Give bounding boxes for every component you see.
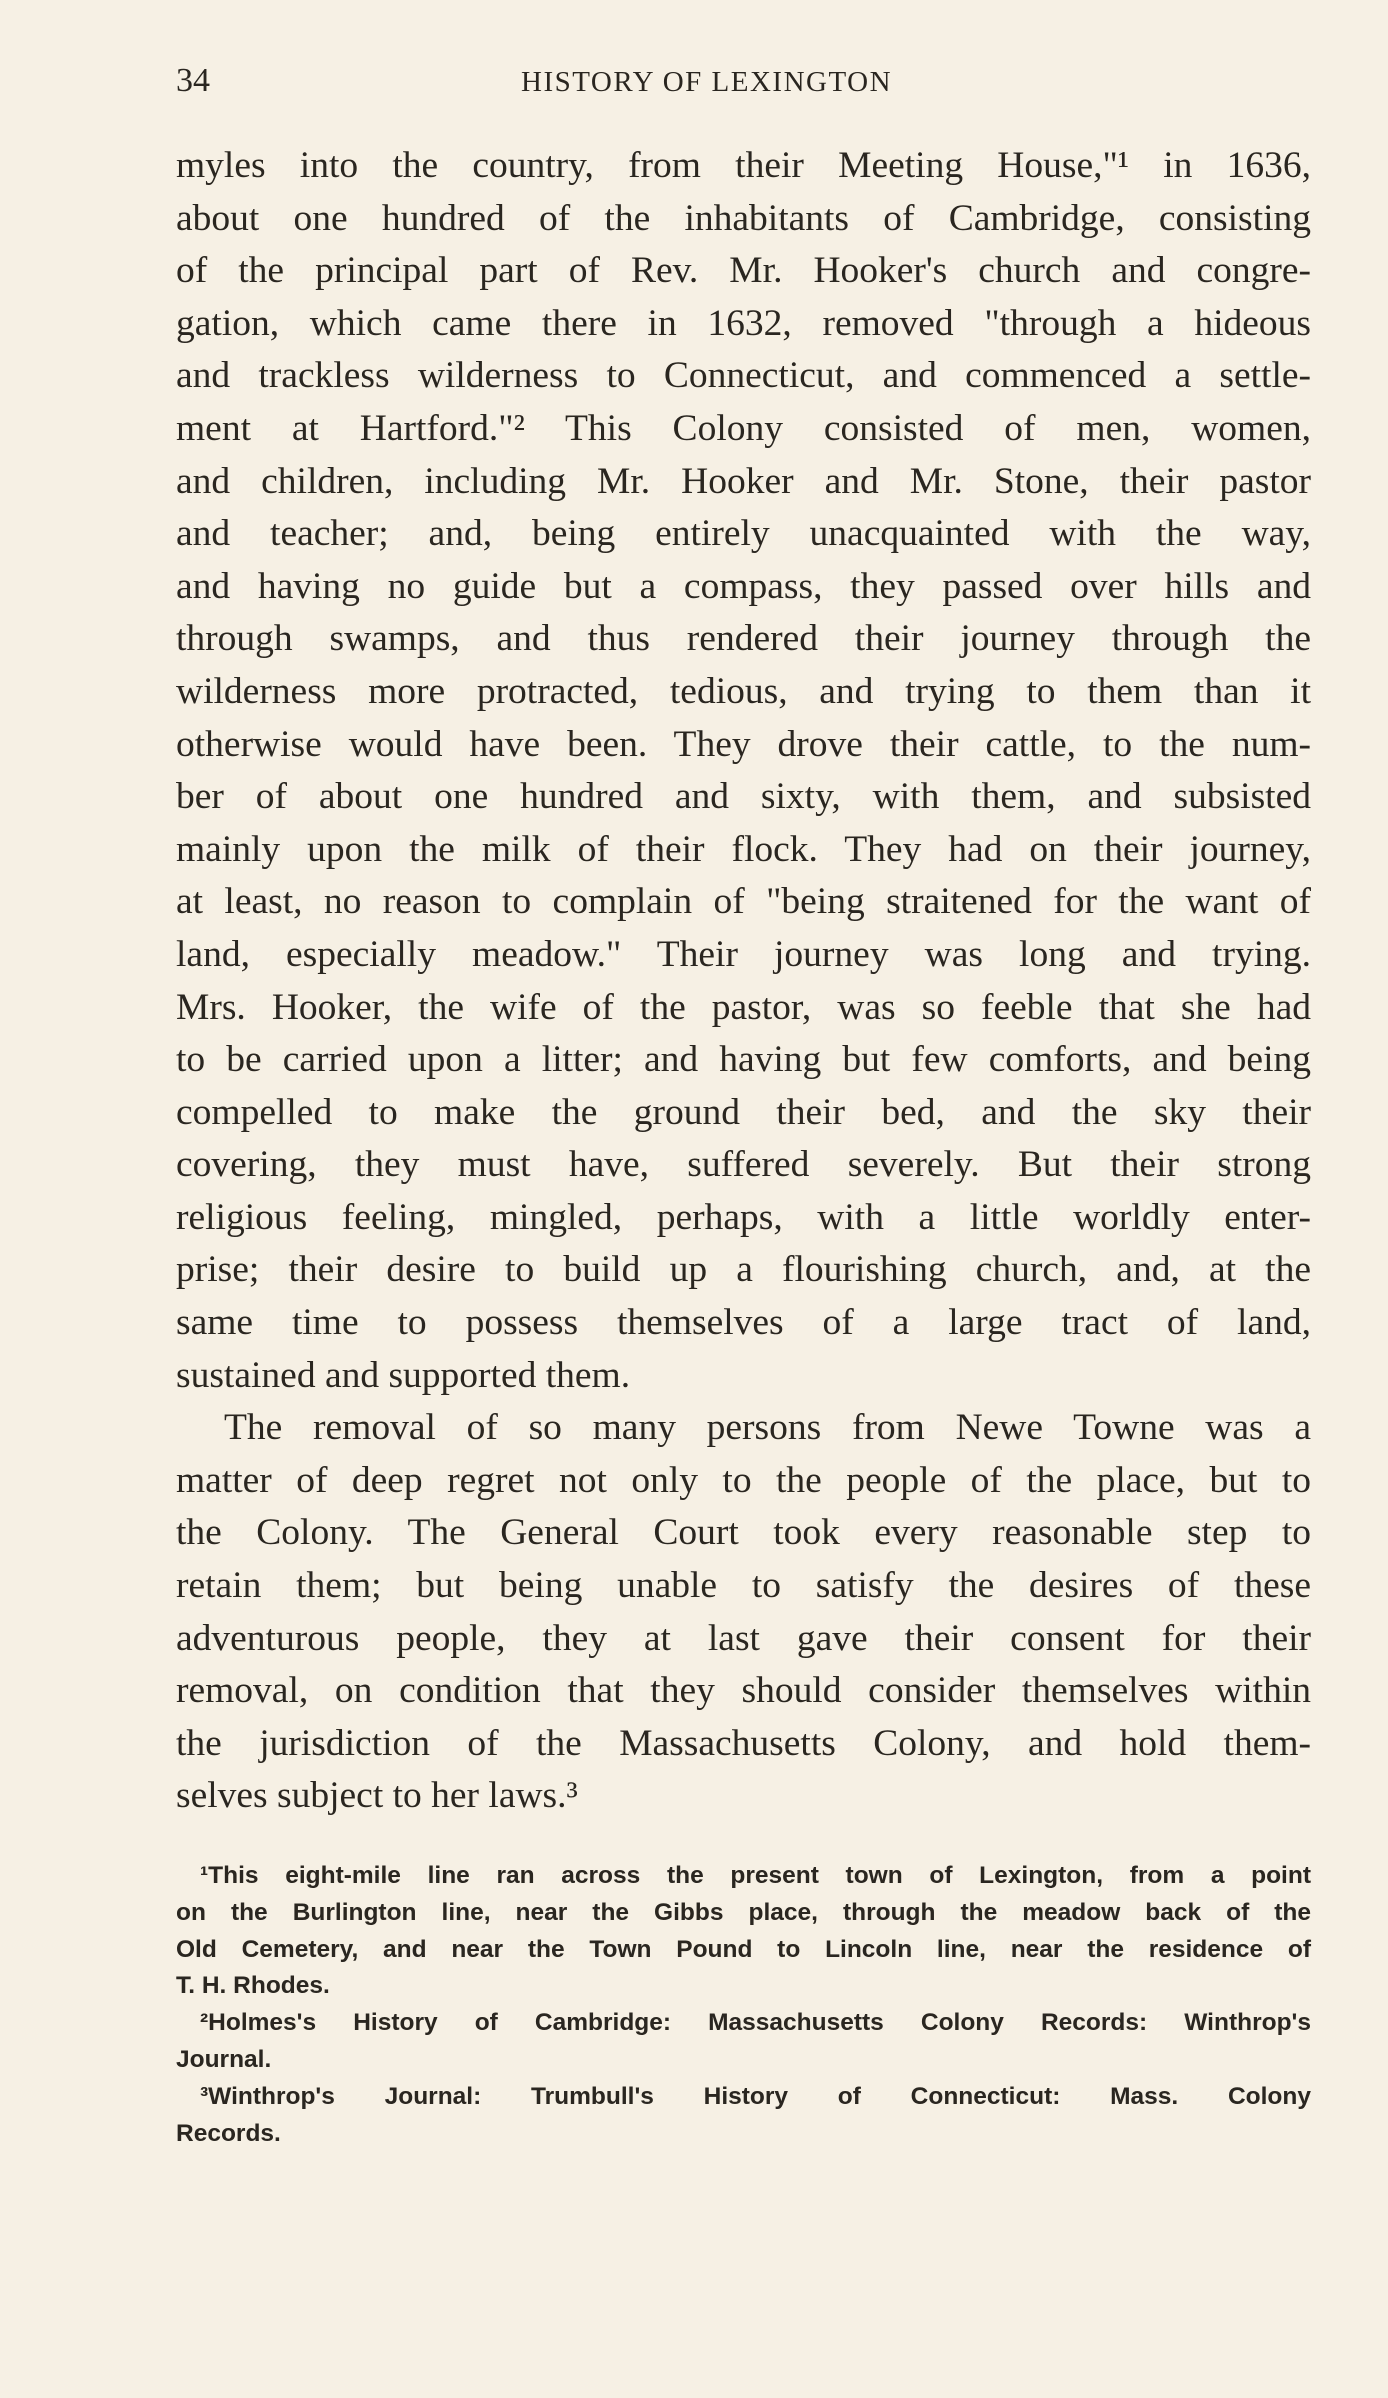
page-header <box>176 62 1311 112</box>
body-line: sustained and supported them. <box>176 1354 631 1396</box>
body-line: at least, no reason to complain of "being straitened for the want of <box>176 881 1311 923</box>
body-line: adventurous people, they at last gave their consent for their <box>176 1617 1311 1659</box>
body-line: the jurisdiction of the Massachusetts Colony, and hold them- <box>176 1722 1311 1764</box>
body-line: and having no guide but a compass, they passed over hills and <box>176 565 1311 607</box>
body-line: and teacher; and, being entirely unacquainted with the way, <box>176 513 1311 555</box>
footnote-line: ²Holmes's History of Cambridge: Massachusetts Colony Records: Winthrop's <box>200 2009 1311 2037</box>
body-line: about one hundred of the inhabitants of Cambridge, consisting <box>176 197 1311 239</box>
body-line: ment at Hartford."² This Colony consisted of men, women, <box>176 407 1311 449</box>
footnote-line: T. H. Rhodes. <box>176 1972 330 2000</box>
body-line: of the principal part of Rev. Mr. Hooker's church and congre- <box>176 250 1311 292</box>
body-line: The removal of so many persons from Newe Towne was a <box>224 1407 1311 1449</box>
body-line: compelled to make the ground their bed, and the sky their <box>176 1091 1311 1133</box>
body-line: to be carried upon a litter; and having but few comforts, and being <box>176 1039 1311 1081</box>
running-head: HISTORY OF LEXINGTON <box>521 66 893 98</box>
body-line: prise; their desire to build up a flourishing church, and, at the <box>176 1249 1311 1291</box>
body-line: covering, they must have, suffered severely. But their strong <box>176 1144 1311 1186</box>
body-line: ber of about one hundred and sixty, with them, and subsisted <box>176 776 1311 818</box>
body-line: gation, which came there in 1632, removed "through a hideous <box>176 302 1311 344</box>
body-line: religious feeling, mingled, perhaps, with a little worldly enter- <box>176 1196 1311 1238</box>
footnote-line: ¹This eight-mile line ran across the present town of Lexington, from a point <box>200 1862 1311 1889</box>
body-line: and trackless wilderness to Connecticut, and commenced a settle- <box>176 355 1311 397</box>
footnote-line: ³Winthrop's Journal: Trumbull's History of Connecticut: Mass. Colony <box>200 2082 1311 2110</box>
footnote-line: Journal. <box>176 2045 272 2073</box>
body-line: and children, including Mr. Hooker and Mr. Stone, their pastor <box>176 460 1311 502</box>
footnotes <box>176 1858 1311 2152</box>
body-line: removal, on condition that they should consider themselves within <box>176 1670 1311 1712</box>
footnote-line: on the Burlington line, near the Gibbs place, through the meadow back of the <box>176 1898 1311 1926</box>
body-text <box>176 140 1311 1823</box>
footnote-line: Records. <box>176 2119 281 2147</box>
body-line: selves subject to her laws.³ <box>176 1775 578 1817</box>
body-line: the Colony. The General Court took every reasonable step to <box>176 1512 1311 1554</box>
body-line: Mrs. Hooker, the wife of the pastor, was so feeble that she had <box>176 986 1311 1028</box>
body-line: mainly upon the milk of their flock. They had on their journey, <box>176 828 1311 870</box>
body-line: retain them; but being unable to satisfy the desires of these <box>176 1565 1311 1607</box>
body-line: land, especially meadow." Their journey was long and trying. <box>176 933 1311 975</box>
page-number: 34 <box>176 62 210 99</box>
body-line: myles into the country, from their Meeting House,"¹ in 1636, <box>176 145 1311 186</box>
body-line: same time to possess themselves of a large tract of land, <box>176 1302 1311 1344</box>
body-line: matter of deep regret not only to the people of the place, but to <box>176 1459 1311 1501</box>
body-line: through swamps, and thus rendered their journey through the <box>176 618 1311 660</box>
body-line: wilderness more protracted, tedious, and trying to them than it <box>176 670 1311 712</box>
footnote-line: Old Cemetery, and near the Town Pound to Lincoln line, near the residence of <box>176 1935 1311 1963</box>
body-line: otherwise would have been. They drove their cattle, to the num- <box>176 723 1311 765</box>
